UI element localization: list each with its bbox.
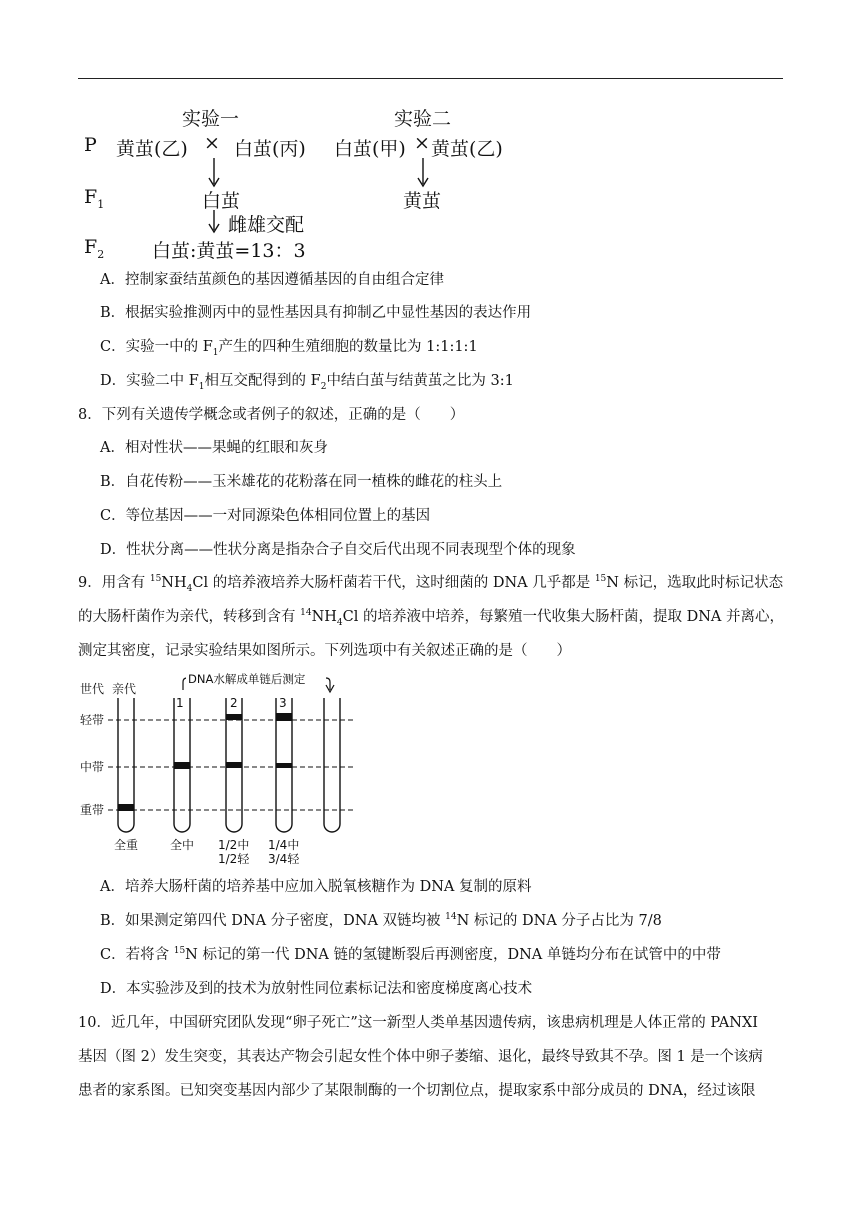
q8-option-c: C．等位基因——一对同源染色体相同位置上的基因: [100, 508, 431, 524]
exp1-title: 实验一: [182, 108, 240, 130]
q8-option-d: D．性状分离——性状分离是指杂合子自交后代出现不同表现型个体的现象: [100, 542, 576, 558]
tube-number-2: 2: [230, 696, 238, 710]
band-label-light: 轻带: [80, 713, 105, 727]
q9-stem-line1: 9．用含有 $^{15}NH_4Cl$ 的培养液培养大肠杆菌若干代，这时细菌的 DNA 几乎都是 $^{15}$N 标记，选取此时标记状态: [78, 574, 784, 594]
q9-option-a: A．培养大肠杆菌的培养基中应加入脱氧核糖作为 DNA 复制的原料: [100, 879, 532, 895]
band-parent-heavy: [118, 804, 134, 811]
exp1-cross-symbol: ×: [204, 132, 220, 154]
q7-option-b: B．根据实验推测丙中的显性基因具有抑制乙中显性基因的表达作用: [100, 305, 532, 321]
exp2-p-left: 白茧(甲): [334, 138, 406, 160]
band-label-middle: 中带: [80, 760, 105, 774]
q8-stem: 8．下列有关遗传学概念或者例子的叙述，正确的是（ ）: [78, 407, 465, 423]
result-parent: 全重: [114, 838, 139, 852]
tube-number-1: 1: [176, 696, 184, 710]
cross-arrows: [0, 0, 860, 270]
q7-option-c: C．实验一中的 $F_1$产生的四种生殖细胞的数量比为 1:1:1:1: [100, 339, 478, 358]
exp1-f1-result: 白茧: [202, 190, 241, 212]
p-label: P: [84, 134, 97, 156]
exp2-p-right: 黄茧(乙): [431, 138, 503, 160]
band-2-middle: [226, 762, 242, 768]
q9-stem-line3: 测定其密度，记录实验结果如图所示。下列选项中有关叙述正确的是（ ）: [78, 643, 571, 659]
result-2-line1: 1/2中: [218, 838, 250, 852]
band-3-middle: [276, 763, 292, 768]
q8-option-a: A．相对性状——果蝇的红眼和灰身: [100, 440, 328, 456]
result-3-line2: 3/4轻: [268, 852, 300, 866]
q7-option-a: A．控制家蚕结茧颜色的基因遵循基因的自由组合定律: [100, 272, 444, 288]
q10-line1: 10．近几年，中国研究团队发现“卵子死亡”这一新型人类单基因遗传病，该患病机理是人体正常的 PANXI: [78, 1015, 759, 1031]
q9-option-d: D．本实验涉及到的技术为放射性同位素标记法和密度梯度离心技术: [100, 981, 533, 997]
exp2-title: 实验二: [394, 108, 452, 130]
tube-empty: [324, 698, 340, 832]
q9-stem-line2: 的大肠杆菌作为亲代，转移到含有 $^{14}NH_4Cl$ 的培养液中培养，每繁殖一代收集大肠杆菌，提取 DNA 并离心，: [78, 608, 784, 628]
exp1-f2-result: 白茧:黄茧=13：3: [152, 240, 306, 262]
band-3-light: [276, 713, 292, 721]
q9-option-b: B．如果测定第四代 DNA 分子密度，DNA 双链均被 $^{14}$N 标记的 DNA 分子占比为 7/8: [100, 912, 662, 929]
f1-label: $F_1$: [84, 186, 105, 211]
tube-number-3: 3: [279, 696, 287, 710]
result-1: 全中: [170, 838, 195, 852]
exp2-cross-symbol: ×: [414, 132, 430, 154]
header-parent: 亲代: [112, 682, 137, 696]
centrifuge-figure: [0, 668, 860, 868]
q9-option-c: C．若将含 $^{15}$N 标记的第一代 DNA 链的氢键断裂后再测密度，DNA 单链均分布在试管中的中带: [100, 946, 721, 963]
exp1-mating-label: 雌雄交配: [228, 214, 305, 236]
header-generation: 世代: [80, 682, 105, 696]
exp1-p-right: 白茧(丙): [234, 138, 306, 160]
exp1-p-left: 黄茧(乙): [116, 138, 188, 160]
f2-label: $F_2$: [84, 236, 105, 261]
band-1-middle: [174, 762, 190, 769]
result-3-line1: 1/4中: [268, 838, 300, 852]
bracket-label: DNA水解成单链后测定: [188, 672, 306, 686]
band-label-heavy: 重带: [80, 803, 105, 817]
result-2-line2: 1/2轻: [218, 852, 250, 866]
q10-line3: 患者的家系图。已知突变基因内部少了某限制酶的一个切割位点，提取家系中部分成员的 DNA，经过该限: [78, 1083, 756, 1099]
q7-option-d: D．实验二中 $F_1$相互交配得到的 $F_2$中结白茧与结黄茧之比为 3:1: [100, 373, 514, 392]
exp2-f1-result: 黄茧: [403, 190, 442, 212]
q8-option-b: B．自花传粉——玉米雄花的花粉落在同一植株的雌花的柱头上: [100, 474, 503, 490]
q10-line2: 基因（图 2）发生突变，其表达产物会引起女性个体中卵子萎缩、退化，最终导致其不孕。图 1 是一个该病: [78, 1049, 763, 1065]
tube-parent: [118, 698, 134, 832]
band-2-light: [226, 714, 242, 720]
